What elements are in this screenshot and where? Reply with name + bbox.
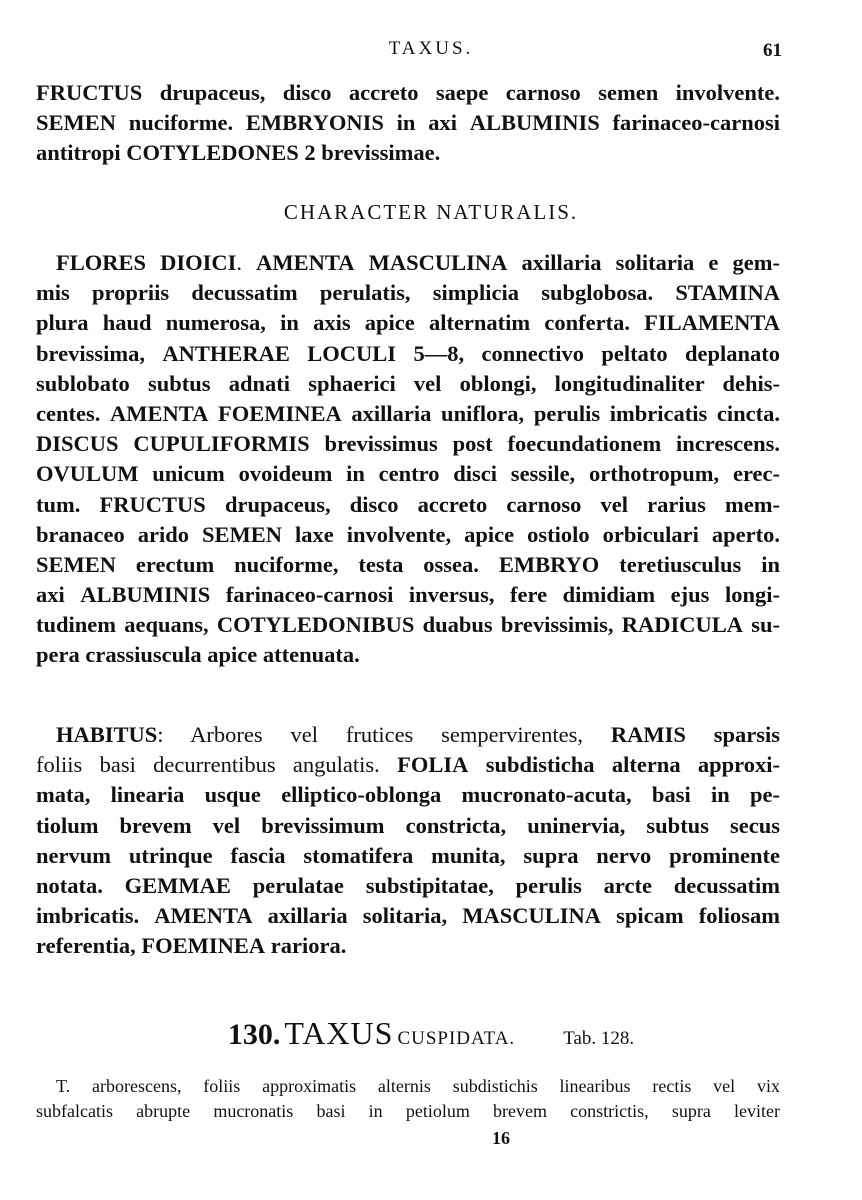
running-title: TAXUS. bbox=[388, 38, 474, 59]
character-line: pera crassiuscula apice attenuata. bbox=[36, 642, 360, 668]
character-line: FLORES DIOICI. AMENTA MASCULINA axillaria solitaria e gem- bbox=[56, 250, 780, 275]
intro-line: antitropi COTYLEDONES 2 brevissimae. bbox=[36, 140, 441, 166]
character-line: SEMEN erectum nuciforme, testa ossea. EMBRYO teretiusculus in bbox=[36, 551, 780, 577]
character-line: branaceo arido SEMEN laxe involvente, apice ostiolo orbiculari aperto. bbox=[36, 521, 780, 547]
habitus-line: foliis basi decurrentibus angulatis. FOLIA subdisticha alterna approxi- bbox=[36, 752, 780, 778]
habitus-line: referentia, FOEMINEA rariora. bbox=[36, 933, 347, 959]
character-line: OVULUM unicum ovoideum in centro disci sessile, orthotropum, erec- bbox=[36, 461, 780, 487]
page-number: 61 bbox=[763, 40, 782, 61]
page-header bbox=[0, 38, 862, 68]
species-epithet: CUSPIDATA. bbox=[397, 1028, 516, 1049]
intro-line: FRUCTUS drupaceus, disco accreto saepe carnoso semen involvente. bbox=[36, 80, 780, 105]
intro-line: SEMEN nuciforme. EMBRYONIS in axi ALBUMINIS farinaceo-carnosi bbox=[36, 110, 780, 136]
character-line: sublobato subtus adnati sphaerici vel oblongi, longitudinaliter dehis- bbox=[36, 370, 780, 396]
habitus-line: nervum utrinque fascia stomatifera munita, supra nervo prominente bbox=[36, 842, 780, 868]
character-paragraph bbox=[36, 248, 780, 671]
character-line: tudinem aequans, COTYLEDONIBUS duabus brevissimis, RADICULA su- bbox=[36, 612, 780, 638]
habitus-line: notata. GEMMAE perulatae substipitatae, perulis arcte decussatim bbox=[36, 872, 780, 898]
habitus-paragraph bbox=[36, 720, 780, 962]
description-line: subfalcatis abrupte mucronatis basi in petiolum brevem constrictis, supra leviter bbox=[36, 1101, 780, 1121]
character-line: mis propriis decussatim perulatis, simplicia subglobosa. STAMINA bbox=[36, 280, 780, 306]
habitus-line: mata, linearia usque elliptico-oblonga mucronato-acuta, basi in pe- bbox=[36, 782, 780, 808]
plate-reference: Tab. 128. bbox=[563, 1028, 635, 1049]
character-line: brevissima, ANTHERAE LOCULI 5—8, connectivo peltato deplanato bbox=[36, 340, 780, 366]
species-description bbox=[36, 1074, 780, 1124]
habitus-line: imbricatis. AMENTA axillaria solitaria, MASCULINA spicam foliosam bbox=[36, 903, 780, 929]
species-genus: TAXUS bbox=[284, 1015, 394, 1051]
species-number: 130. bbox=[227, 1018, 281, 1051]
description-line: T. arborescens, foliis approximatis alternis subdistichis linearibus rectis vel vix bbox=[56, 1076, 780, 1096]
habitus-line: tiolum brevem vel brevissimum constricta, uninervia, subtus secus bbox=[36, 812, 780, 838]
character-line: tum. FRUCTUS drupaceus, disco accreto carnoso vel rarius mem- bbox=[36, 491, 780, 517]
character-line: axi ALBUMINIS farinaceo-carnosi inversus, fere dimidiam ejus longi- bbox=[36, 582, 780, 608]
character-line: plura haud numerosa, in axis apice alternatim conferta. FILAMENTA bbox=[36, 310, 780, 336]
section-heading: CHARACTER NATURALIS. bbox=[283, 200, 579, 224]
intro-paragraph bbox=[36, 78, 780, 169]
signature-mark: 16 bbox=[492, 1128, 510, 1148]
character-line: centes. AMENTA FOEMINEA axillaria uniflora, perulis imbricatis cincta. bbox=[36, 400, 780, 426]
species-heading bbox=[0, 1015, 862, 1052]
habitus-line: HABITUS: Arbores vel frutices sempervirentes, RAMIS sparsis bbox=[56, 722, 780, 747]
character-line: DISCUS CUPULIFORMIS brevissimus post foecundationem increscens. bbox=[36, 431, 780, 457]
